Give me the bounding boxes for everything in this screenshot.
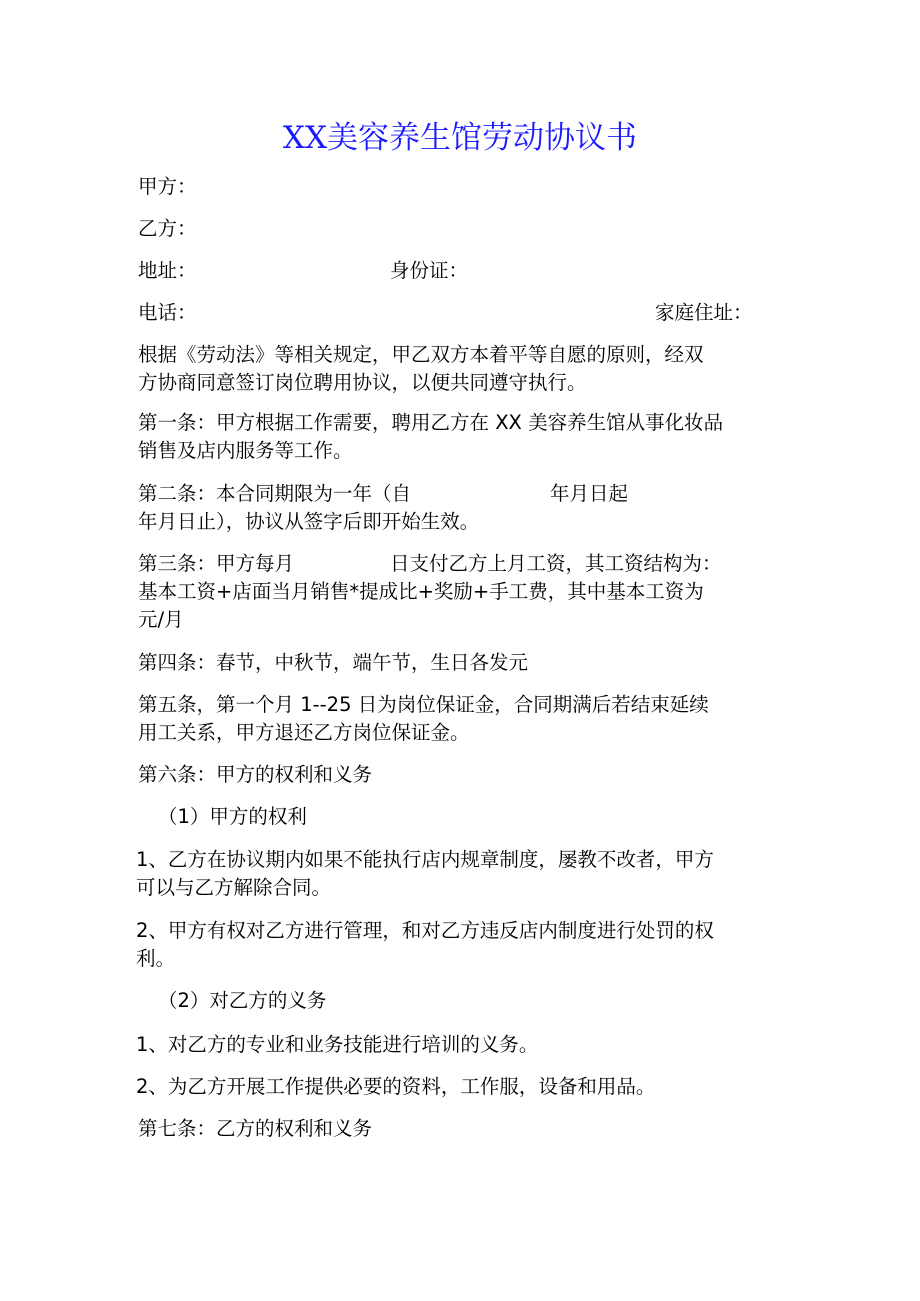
article1-line-2: 销售及店内服务等工作。 — [138, 439, 353, 462]
article2-line-2: 年月日止），协议从签字后即开始生效。 — [138, 510, 480, 533]
article3-part-2: 日支付乙方上月工资，其工资结构为： — [390, 552, 722, 575]
right2-line-2: 利。 — [136, 947, 176, 970]
sub-heading-rights: （1）甲方的权利 — [158, 805, 307, 828]
document-title: XX美容养生馆劳动协议书 — [282, 120, 638, 156]
party-b-label: 乙方： — [138, 217, 197, 240]
article1-line-1: 第一条：甲方根据工作需要，聘用乙方在 XX 美容养生馆从事化妆品 — [138, 411, 724, 434]
address-label: 地址： — [138, 259, 197, 282]
duty2: 2、为乙方开展工作提供必要的资料，工作服，设备和用品。 — [136, 1075, 656, 1098]
id-label: 身份证： — [390, 259, 469, 282]
article2-part-1: 第二条：本合同期限为一年（自 — [138, 482, 412, 505]
party-a-label: 甲方： — [138, 175, 197, 198]
article3-part-1: 第三条：甲方每月 — [138, 552, 295, 575]
intro-line-2: 方协商同意签订岗位聘用协议，以便共同遵守执行。 — [138, 371, 587, 394]
article3-line-2: 基本工资+店面当月销售*提成比+奖励+手工费，其中基本工资为 — [138, 580, 704, 603]
article5-line-1: 第五条，第一个月 1--25 日为岗位保证金，合同期满后若结束延续 — [138, 693, 709, 716]
article2-part-2: 年月日起 — [550, 482, 629, 505]
duty1: 1、对乙方的专业和业务技能进行培训的义务。 — [136, 1033, 539, 1056]
right1-line-2: 可以与乙方解除合同。 — [136, 876, 332, 899]
phone-label: 电话： — [138, 301, 197, 324]
article5-line-2: 用工关系，甲方退还乙方岗位保证金。 — [138, 721, 470, 744]
article3-line-3: 元/月 — [138, 608, 184, 631]
article7: 第七条：乙方的权利和义务 — [138, 1117, 373, 1140]
sub-heading-duties: （2）对乙方的义务 — [158, 989, 327, 1012]
article6: 第六条：甲方的权利和义务 — [138, 763, 373, 786]
article4: 第四条：春节，中秋节，端午节，生日各发元 — [138, 651, 529, 674]
right2-line-1: 2、甲方有权对乙方进行管理，和对乙方违反店内制度进行处罚的权 — [136, 919, 714, 942]
right1-line-1: 1、乙方在协议期内如果不能执行店内规章制度，屡教不改者，甲方 — [136, 848, 714, 871]
intro-line-1: 根据《劳动法》等相关规定，甲乙双方本着平等自愿的原则，经双 — [138, 343, 704, 366]
home-address-label: 家庭住址： — [655, 301, 753, 324]
